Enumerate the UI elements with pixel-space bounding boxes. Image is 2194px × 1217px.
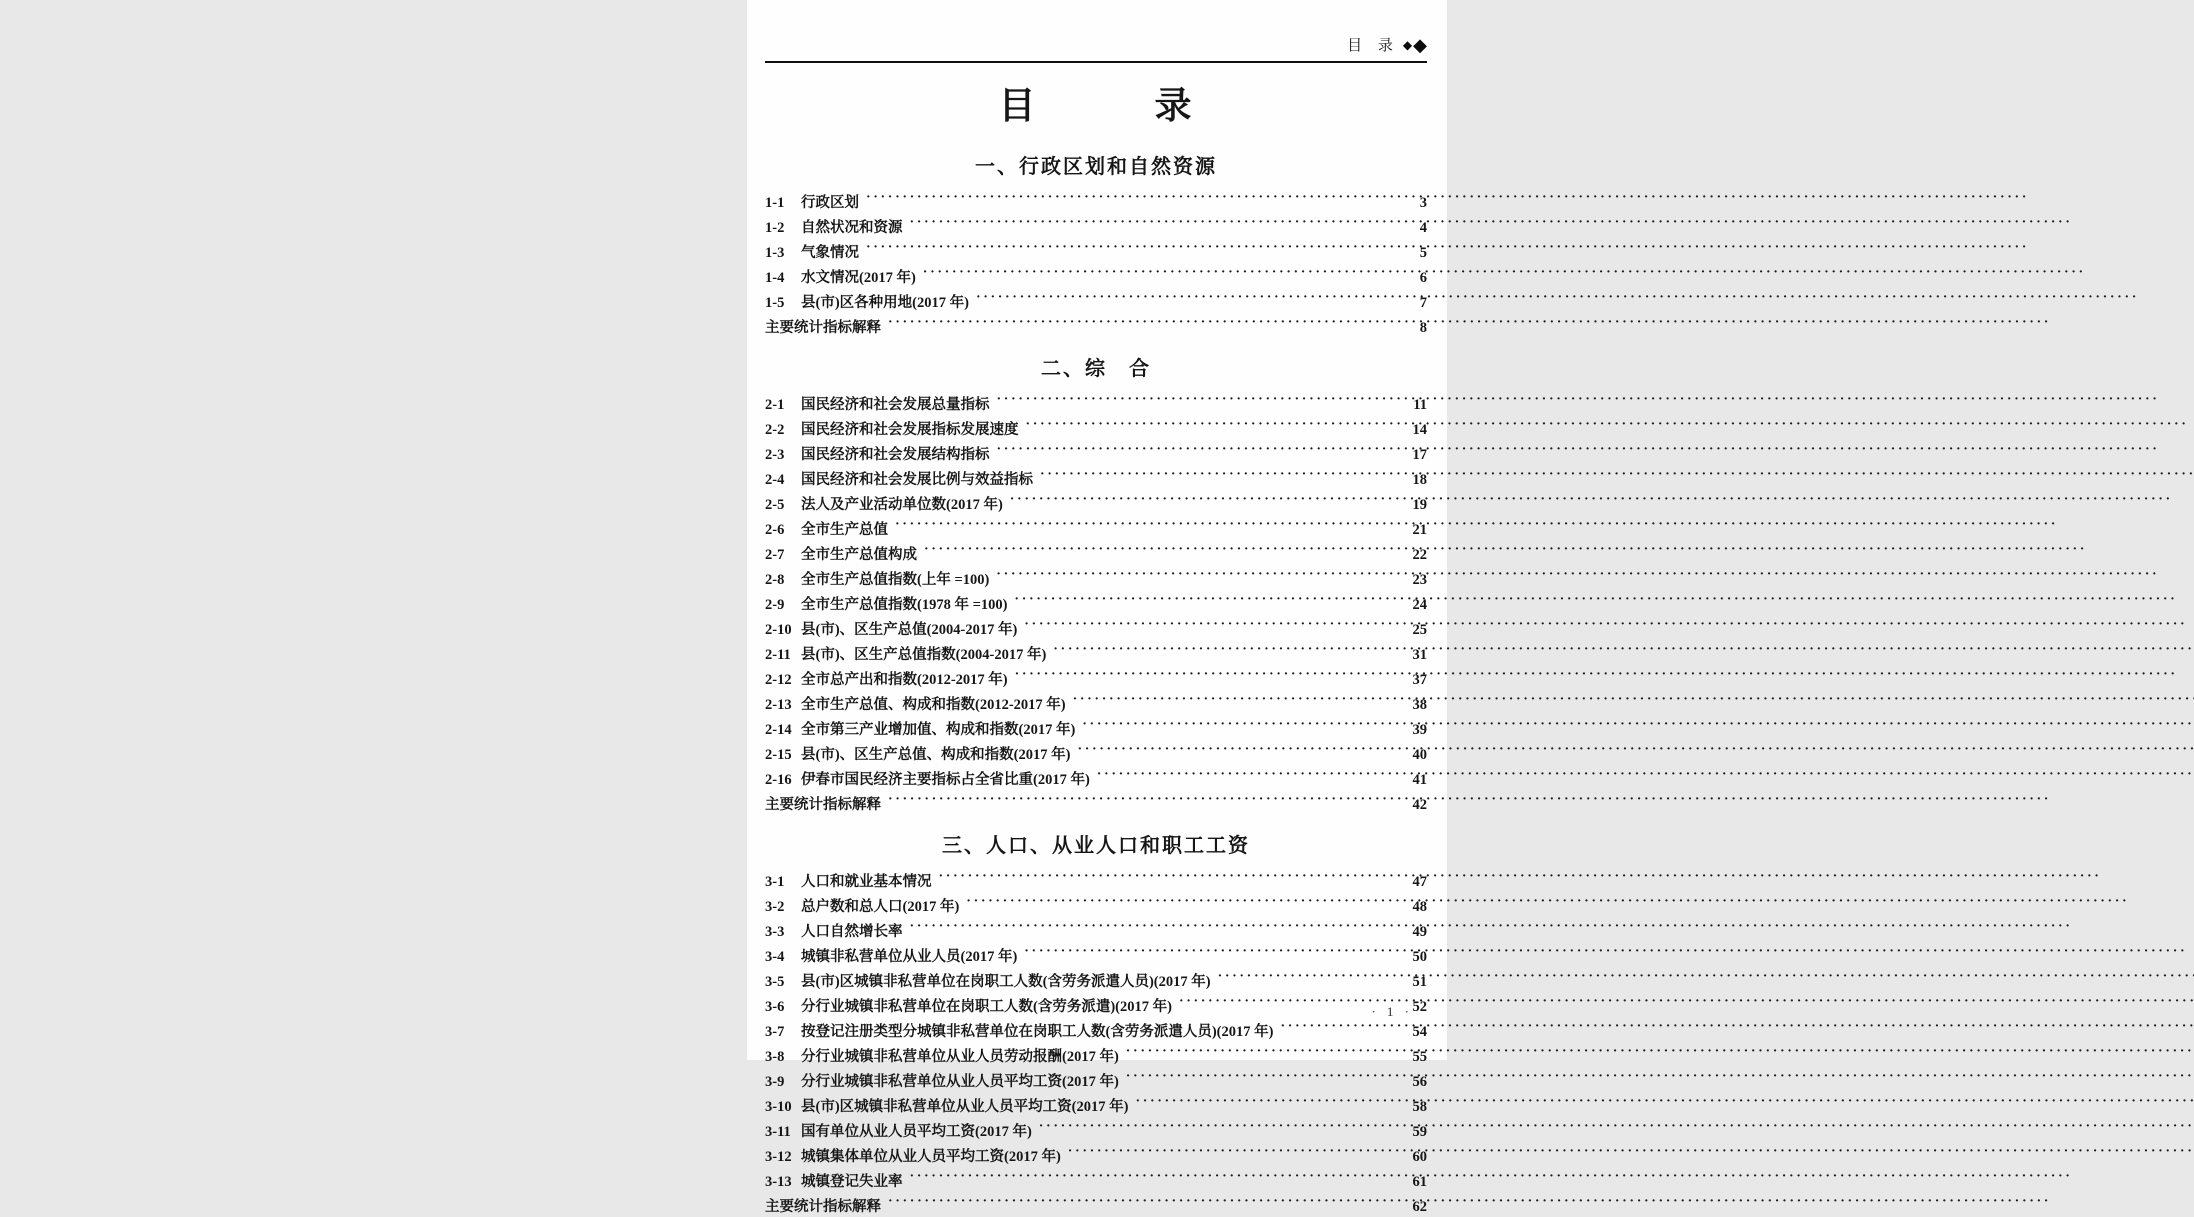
entry-page-number: 51 xyxy=(1412,973,1427,990)
entry-title: 自然状况和资源 xyxy=(801,219,903,236)
entry-title: 城镇集体单位从业人员平均工资(2017 年) xyxy=(801,1148,1061,1165)
dot-leader xyxy=(1179,992,1402,1011)
entry-page-number: 49 xyxy=(1412,923,1427,940)
dot-leader xyxy=(997,440,1403,459)
toc-entry xyxy=(765,238,1427,263)
entry-number: 2-12 xyxy=(765,671,792,688)
dot-leader xyxy=(976,288,1402,307)
entry-page-number: 56 xyxy=(1412,1073,1427,1090)
dot-leader xyxy=(923,263,1402,282)
entry-page-number: 61 xyxy=(1412,1173,1427,1190)
section-entries xyxy=(765,867,1427,1217)
entry-title: 全市总产出和指数(2012-2017 年) xyxy=(801,671,1008,688)
entry-page-number: 7 xyxy=(1419,294,1427,311)
dot-leader xyxy=(1218,967,1402,986)
toc-entry xyxy=(765,765,1427,790)
entry-title: 人口和就业基本情况 xyxy=(801,873,932,890)
entry-title: 分行业城镇非私营单位从业人员劳动报酬(2017 年) xyxy=(801,1048,1119,1065)
header-running-title: 目 录 xyxy=(1347,38,1399,54)
dot-leader xyxy=(910,213,1403,232)
entry-page-number: 54 xyxy=(1412,1023,1427,1040)
entry-number: 3-11 xyxy=(765,1123,791,1140)
toc-entry xyxy=(765,440,1427,465)
toc-entry xyxy=(765,917,1427,942)
entry-title: 水文情况(2017 年) xyxy=(801,269,916,286)
entry-page-number: 11 xyxy=(1413,396,1427,413)
dot-leader xyxy=(1015,665,1402,684)
entry-page-number: 52 xyxy=(1412,998,1427,1015)
toc-entry xyxy=(765,415,1427,440)
diamond-icon: ◆ xyxy=(1402,37,1413,52)
entry-title: 行政区划 xyxy=(801,194,859,211)
entry-title: 全市生产总值 xyxy=(801,521,888,538)
entry-number: 2-11 xyxy=(765,646,791,663)
dot-leader xyxy=(997,390,1403,409)
entry-number: 3-8 xyxy=(765,1048,785,1065)
entry-page-number: 39 xyxy=(1412,721,1427,738)
dot-leader xyxy=(910,917,1403,936)
toc-entry xyxy=(765,1117,1427,1142)
entry-number: 2-10 xyxy=(765,621,792,638)
entry-page-number: 40 xyxy=(1412,746,1427,763)
entry-title: 县(市)、区生产总值指数(2004-2017 年) xyxy=(801,646,1047,663)
entry-page-number: 14 xyxy=(1412,421,1427,438)
dot-leader xyxy=(888,313,1402,332)
entry-number: 2-2 xyxy=(765,421,785,438)
entry-number: 3-7 xyxy=(765,1023,785,1040)
entry-page-number: 48 xyxy=(1412,898,1427,915)
entry-page-number: 37 xyxy=(1412,671,1427,688)
dot-leader xyxy=(1073,690,1402,709)
entry-title: 全市生产总值指数(1978 年 =100) xyxy=(801,596,1008,613)
dot-leader xyxy=(1024,615,1402,634)
dot-leader xyxy=(1077,740,1402,759)
entry-number: 1-1 xyxy=(765,194,785,211)
toc-entry xyxy=(765,515,1427,540)
page-title: 目 录 xyxy=(998,86,1194,127)
entry-number: 1-5 xyxy=(765,294,785,311)
dot-leader xyxy=(1010,490,1402,509)
toc-entry xyxy=(765,465,1427,490)
toc-entry xyxy=(765,867,1427,892)
toc-entry xyxy=(765,690,1427,715)
dot-leader xyxy=(1135,1092,1402,1111)
entry-title: 国民经济和社会发展结构指标 xyxy=(801,446,990,463)
entry-number: 3-13 xyxy=(765,1173,792,1190)
toc-page xyxy=(747,0,1447,1215)
dot-leader xyxy=(1024,942,1402,961)
entry-number: 1-2 xyxy=(765,219,785,236)
entry-number: 3-4 xyxy=(765,948,785,965)
toc-entry xyxy=(765,1142,1427,1167)
entry-page-number: 5 xyxy=(1419,244,1427,261)
dot-leader xyxy=(1097,765,1402,784)
dot-leader xyxy=(966,892,1402,911)
toc-entry xyxy=(765,715,1427,740)
toc-entry xyxy=(765,313,1427,338)
entry-page-number: 55 xyxy=(1412,1048,1427,1065)
entry-number: 2-9 xyxy=(765,596,785,613)
dot-leader xyxy=(1126,1042,1402,1061)
entry-title: 城镇登记失业率 xyxy=(801,1173,903,1190)
entry-title: 国有单位从业人员平均工资(2017 年) xyxy=(801,1123,1032,1140)
dot-leader xyxy=(895,515,1402,534)
entry-number: 2-4 xyxy=(765,471,785,488)
dot-leader xyxy=(1026,415,1403,434)
dot-leader xyxy=(924,540,1402,559)
dot-leader xyxy=(1039,1117,1402,1136)
entry-title: 全市第三产业增加值、构成和指数(2017 年) xyxy=(801,721,1076,738)
toc-section xyxy=(765,358,1427,815)
entry-page-number: 4 xyxy=(1419,219,1427,236)
entry-page-number: 60 xyxy=(1412,1148,1427,1165)
entry-title: 主要统计指标解释 xyxy=(765,796,881,813)
toc-entry xyxy=(765,665,1427,690)
entry-page-number: 3 xyxy=(1419,194,1427,211)
entry-page-number: 6 xyxy=(1419,269,1427,286)
section-entries xyxy=(765,390,1427,815)
entry-number: 2-5 xyxy=(765,496,785,513)
entry-title: 县(市)区各种用地(2017 年) xyxy=(801,294,969,311)
entry-page-number: 50 xyxy=(1412,948,1427,965)
entry-title: 总户数和总人口(2017 年) xyxy=(801,898,960,915)
entry-page-number: 23 xyxy=(1412,571,1427,588)
toc-entry xyxy=(765,942,1427,967)
toc-entry xyxy=(765,590,1427,615)
entry-number: 2-15 xyxy=(765,746,792,763)
toc-entry xyxy=(765,740,1427,765)
section-heading: 二、综 合 xyxy=(1041,357,1151,380)
toc-entry xyxy=(765,490,1427,515)
toc-entry xyxy=(765,640,1427,665)
entry-title: 按登记注册类型分城镇非私营单位在岗职工人数(含劳务派遣人员)(2017 年) xyxy=(801,1023,1274,1040)
entry-page-number: 38 xyxy=(1412,696,1427,713)
entry-title: 分行业城镇非私营单位从业人员平均工资(2017 年) xyxy=(801,1073,1119,1090)
toc-entry xyxy=(765,790,1427,815)
entry-number: 2-3 xyxy=(765,446,785,463)
entry-title: 伊春市国民经济主要指标占全省比重(2017 年) xyxy=(801,771,1090,788)
toc-entry xyxy=(765,1092,1427,1117)
toc-entry xyxy=(765,992,1427,1017)
dot-leader xyxy=(1126,1067,1402,1086)
entry-title: 主要统计指标解释 xyxy=(765,1198,881,1215)
entry-title: 城镇非私营单位从业人员(2017 年) xyxy=(801,948,1018,965)
entry-title: 县(市)、区生产总值、构成和指数(2017 年) xyxy=(801,746,1071,763)
entry-number: 2-1 xyxy=(765,396,785,413)
dot-leader xyxy=(888,1192,1402,1211)
toc-entry xyxy=(765,288,1427,313)
entry-title: 分行业城镇非私营单位在岗职工人数(含劳务派遣)(2017 年) xyxy=(801,998,1172,1015)
toc-entry xyxy=(765,1067,1427,1092)
entry-number: 3-5 xyxy=(765,973,785,990)
toc-entry xyxy=(765,1042,1427,1067)
toc-entry xyxy=(765,1017,1427,1042)
entry-title: 全市生产总值构成 xyxy=(801,546,917,563)
dot-leader xyxy=(1068,1142,1402,1161)
entry-page-number: 31 xyxy=(1412,646,1427,663)
entry-number: 1-3 xyxy=(765,244,785,261)
dot-leader xyxy=(910,1167,1403,1186)
dot-leader xyxy=(1053,640,1402,659)
section-heading: 三、人口、从业人口和职工工资 xyxy=(942,834,1250,857)
entry-title: 人口自然增长率 xyxy=(801,923,903,940)
entry-page-number: 24 xyxy=(1412,596,1427,613)
dot-leader xyxy=(939,867,1403,886)
dot-leader xyxy=(996,565,1402,584)
dot-leader xyxy=(1082,715,1402,734)
entry-number: 3-3 xyxy=(765,923,785,940)
toc-sections xyxy=(765,156,1427,1217)
toc-entry xyxy=(765,213,1427,238)
entry-title: 全市生产总值指数(上年 =100) xyxy=(801,571,990,588)
toc-entry xyxy=(765,967,1427,992)
entry-number: 2-8 xyxy=(765,571,785,588)
toc-section xyxy=(765,156,1427,338)
entry-number: 3-1 xyxy=(765,873,785,890)
entry-number: 3-10 xyxy=(765,1098,792,1115)
header-rule xyxy=(765,61,1427,63)
entry-page-number: 22 xyxy=(1412,546,1427,563)
section-heading: 一、行政区划和自然资源 xyxy=(975,155,1217,178)
entry-page-number: 47 xyxy=(1412,873,1427,890)
entry-number: 2-14 xyxy=(765,721,792,738)
page-number: · 1 · xyxy=(1371,1004,1413,1019)
entry-number: 3-6 xyxy=(765,998,785,1015)
dot-leader xyxy=(888,790,1402,809)
entry-number: 3-12 xyxy=(765,1148,792,1165)
entry-number: 3-2 xyxy=(765,898,785,915)
entry-number: 3-9 xyxy=(765,1073,785,1090)
page-header xyxy=(765,34,1427,55)
toc-section xyxy=(765,835,1427,1217)
entry-page-number: 8 xyxy=(1419,319,1427,336)
toc-entry xyxy=(765,540,1427,565)
entry-page-number: 58 xyxy=(1412,1098,1427,1115)
entry-page-number: 62 xyxy=(1412,1198,1427,1215)
entry-title: 县(市)、区生产总值(2004-2017 年) xyxy=(801,621,1018,638)
entry-page-number: 25 xyxy=(1412,621,1427,638)
entry-page-number: 19 xyxy=(1412,496,1427,513)
entry-page-number: 41 xyxy=(1412,771,1427,788)
diamond-icon: ◆ xyxy=(1413,34,1427,55)
entry-page-number: 42 xyxy=(1412,796,1427,813)
toc-entry xyxy=(765,565,1427,590)
entry-number: 2-13 xyxy=(765,696,792,713)
toc-entry xyxy=(765,263,1427,288)
entry-title: 国民经济和社会发展比例与效益指标 xyxy=(801,471,1033,488)
entry-title: 法人及产业活动单位数(2017 年) xyxy=(801,496,1003,513)
dot-leader xyxy=(866,238,1402,257)
entry-number: 2-7 xyxy=(765,546,785,563)
toc-entry xyxy=(765,1167,1427,1192)
entry-page-number: 59 xyxy=(1412,1123,1427,1140)
entry-page-number: 18 xyxy=(1412,471,1427,488)
entry-number: 2-16 xyxy=(765,771,792,788)
toc-entry xyxy=(765,188,1427,213)
entry-title: 主要统计指标解释 xyxy=(765,319,881,336)
entry-number: 1-4 xyxy=(765,269,785,286)
dot-leader xyxy=(1040,465,1402,484)
toc-entry xyxy=(765,390,1427,415)
dot-leader xyxy=(866,188,1402,207)
entry-page-number: 17 xyxy=(1412,446,1427,463)
entry-title: 全市生产总值、构成和指数(2012-2017 年) xyxy=(801,696,1066,713)
toc-entry xyxy=(765,892,1427,917)
section-entries xyxy=(765,188,1427,338)
toc-entry xyxy=(765,615,1427,640)
entry-title: 国民经济和社会发展总量指标 xyxy=(801,396,990,413)
entry-title: 气象情况 xyxy=(801,244,859,261)
entry-number: 2-6 xyxy=(765,521,785,538)
entry-title: 县(市)区城镇非私营单位在岗职工人数(含劳务派遣人员)(2017 年) xyxy=(801,973,1211,990)
dot-leader xyxy=(1014,590,1402,609)
entry-title: 县(市)区城镇非私营单位从业人员平均工资(2017 年) xyxy=(801,1098,1129,1115)
toc-entry xyxy=(765,1192,1427,1217)
entry-title: 国民经济和社会发展指标发展速度 xyxy=(801,421,1019,438)
entry-page-number: 21 xyxy=(1412,521,1427,538)
